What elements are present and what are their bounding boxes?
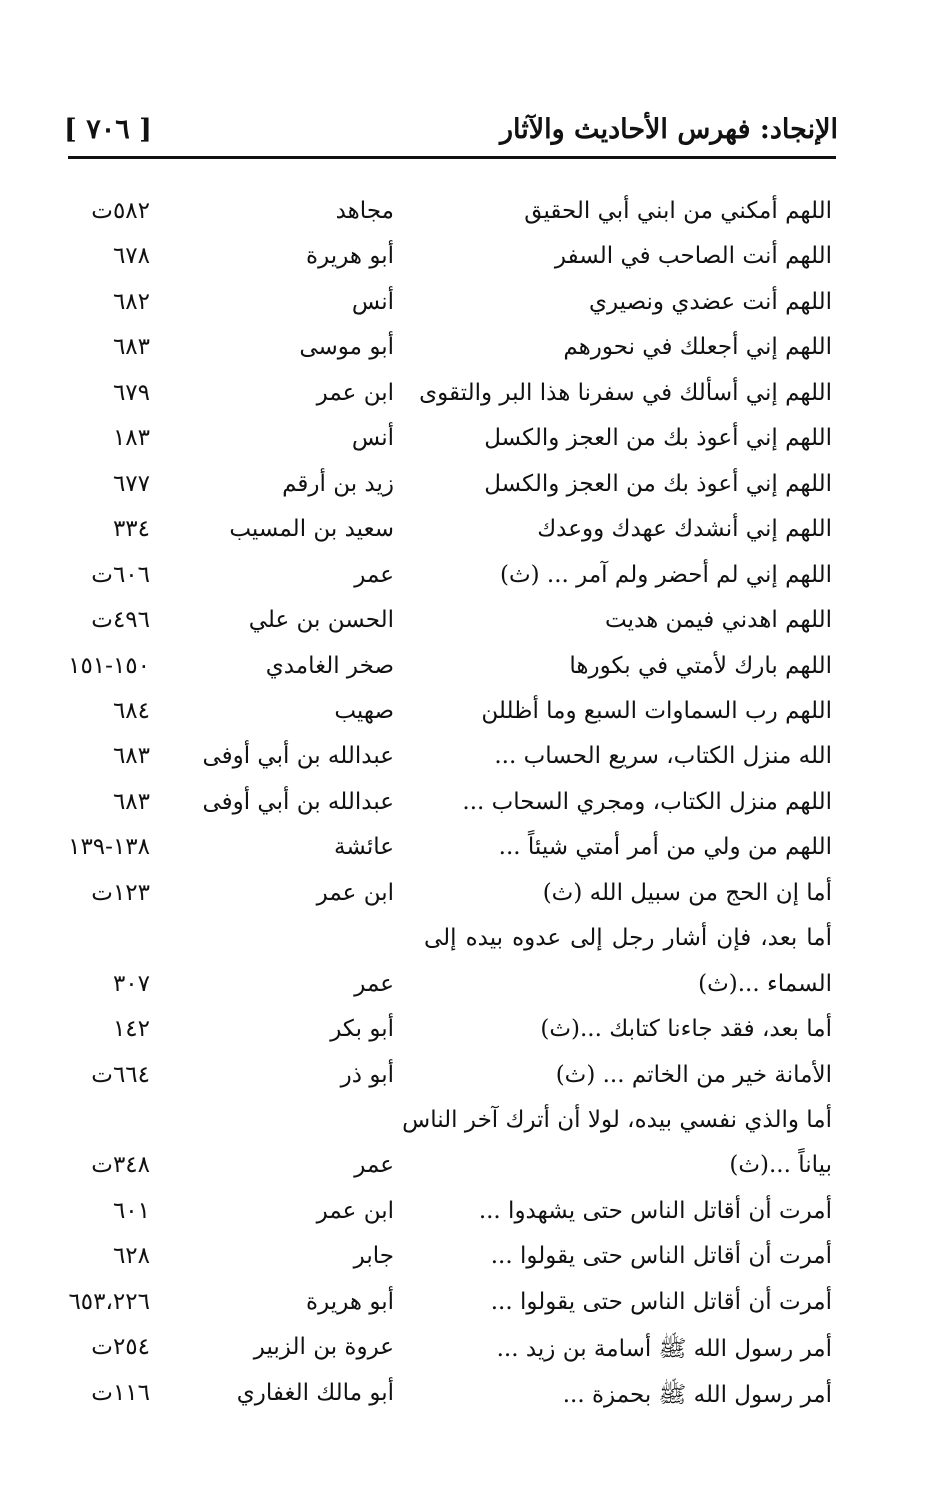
index-row [0,1198,950,1238]
index-row [0,289,950,329]
index-row [0,471,950,511]
index-row [0,880,950,920]
narrator: أنس [351,425,394,451]
hadith-text: أما بعد، فإن أشار رجل إلى عدوه بيده إلى [424,925,832,951]
index-row [0,925,950,965]
index-row [0,607,950,647]
index-row [0,516,950,556]
narrator: عائشة [334,834,394,860]
hadith-text: أمر رسول الله ﷺ بحمزة ... [562,1382,832,1408]
hadith-text: اللهم رب السماوات السبع وما أظللن [481,698,832,724]
page-reference: ١٣٨-١٣٩ [68,834,150,860]
hadith-text: أمرت أن أقاتل الناس حتى يقولوا ... [490,1289,832,1315]
narrator: أنس [351,289,394,315]
index-row [0,562,950,602]
hadith-text: اللهم إني أعوذ بك من العجز والكسل [484,425,832,451]
hadith-text: بياناً ...(ث) [729,1152,832,1178]
page-reference: ٦٠١ [112,1198,150,1224]
index-row [0,1289,950,1329]
page-reference: ٦٦٤ت [91,1062,150,1088]
narrator: عروة بن الزبير [253,1334,394,1360]
page-reference: ٥٨٢ت [91,198,150,224]
hadith-text: أما والذي نفسي بيده، لولا أن أترك آخر الناس [402,1107,832,1133]
hadith-text: أما إن الحج من سبيل الله (ث) [542,880,832,906]
page-reference: ٢٥٤ت [91,1334,150,1360]
narrator: زيد بن أرقم [282,471,394,497]
page-reference: ٦٧٧ [112,471,150,497]
hadith-text: الله منزل الكتاب، سريع الحساب ... [494,743,832,769]
narrator: صخر الغامدي [265,653,394,679]
hadith-text: اللهم إني لم أحضر ولم آمر ... (ث) [500,562,832,588]
page-reference: ٦٨٣ [112,334,150,360]
hadith-text: اللهم من ولي من أمر أمتي شيئاً ... [498,834,832,860]
index-row [0,425,950,465]
page-reference: ١٢٣ت [91,880,150,906]
page-reference: ٣٤٨ت [91,1152,150,1178]
hadith-text: اللهم إني أنشدك عهدك ووعدك [537,516,832,542]
hadith-text: أما بعد، فقد جاءنا كتابك ...(ث) [540,1016,832,1042]
hadith-text: اللهم أنت عضدي ونصيري [588,289,832,315]
narrator: ابن عمر [316,380,394,406]
hadith-text: اللهم منزل الكتاب، ومجري السحاب ... [462,789,832,815]
page-reference: ٦٨٣ [112,743,150,769]
narrator: عمر [354,562,394,588]
hadith-text: السماء ...(ث) [698,971,832,997]
narrator: عبدالله بن أبي أوفى [202,789,394,815]
page-reference: ١٨٣ [112,425,150,451]
narrator: ابن عمر [316,1198,394,1224]
hadith-text: اللهم أمكني من ابني أبي الحقيق [524,198,832,224]
narrator: أبو بكر [330,1016,394,1042]
hadith-text: أمر رسول الله ﷺ أسامة بن زيد ... [496,1336,832,1362]
index-row [0,1016,950,1056]
index-row [0,380,950,420]
narrator: مجاهد [335,198,394,224]
index-row [0,1243,950,1283]
narrator: عبدالله بن أبي أوفى [202,743,394,769]
index-row [0,834,950,874]
page-number: [ ٧٠٦ ] [64,114,152,145]
header-title: الإنجاد: فهرس الأحاديث والآثار [499,114,838,145]
page-reference: ٦٧٩ [112,380,150,406]
narrator: ابن عمر [316,880,394,906]
header-rule [68,156,836,159]
narrator: أبو هريرة [306,243,394,269]
narrator: عمر [354,1152,394,1178]
page-reference: ١٤٢ [112,1016,150,1042]
hadith-text: اللهم إني أجعلك في نحورهم [563,334,832,360]
hadith-text: الأمانة خير من الخاتم ... (ث) [555,1062,832,1088]
narrator: جابر [353,1243,394,1269]
index-row [0,198,950,238]
page-reference: ٦٨٤ [112,698,150,724]
index-row [0,1334,950,1374]
hadith-text: اللهم أنت الصاحب في السفر [554,243,832,269]
page-reference: ١١٦ت [91,1380,150,1406]
index-row [0,789,950,829]
page-reference: ٦٨٣ [112,789,150,815]
page-reference: ٤٩٦ت [91,607,150,633]
narrator: أبو موسى [299,334,394,360]
page-reference: ٦٥٣،٢٢٦ [68,1289,150,1315]
page-reference: ٦٠٦ت [91,562,150,588]
hadith-text: أمرت أن أقاتل الناس حتى يشهدوا ... [478,1198,832,1224]
page-reference: ٣٠٧ [112,971,150,997]
index-row [0,1107,950,1147]
index-row [0,743,950,783]
narrator: عمر [354,971,394,997]
narrator: أبو ذر [340,1062,394,1088]
page-reference: ٦٢٨ [112,1243,150,1269]
hadith-text: أمرت أن أقاتل الناس حتى يقولوا ... [490,1243,832,1269]
index-row [0,1380,950,1420]
narrator: الحسن بن علي [248,607,394,633]
index-row [0,334,950,374]
narrator: أبو مالك الغفاري [236,1380,394,1406]
narrator: سعيد بن المسيب [229,516,394,542]
narrator: صهيب [334,698,394,724]
index-row [0,653,950,693]
index-row [0,1062,950,1102]
hadith-text: اللهم بارك لأمتي في بكورها [569,653,832,679]
page-header [64,108,838,156]
narrator: أبو هريرة [306,1289,394,1315]
page-reference: ٦٧٨ [112,243,150,269]
hadith-text: اللهم إني أسألك في سفرنا هذا البر والتقوى [419,380,832,406]
hadith-text: اللهم اهدني فيمن هديت [605,607,832,633]
index-row [0,698,950,738]
page-reference: ٦٨٢ [112,289,150,315]
hadith-text: اللهم إني أعوذ بك من العجز والكسل [484,471,832,497]
page-reference: ١٥٠-١٥١ [68,653,150,679]
page-reference: ٣٣٤ [112,516,150,542]
index-row [0,971,950,1011]
index-row [0,243,950,283]
index-row [0,1152,950,1192]
